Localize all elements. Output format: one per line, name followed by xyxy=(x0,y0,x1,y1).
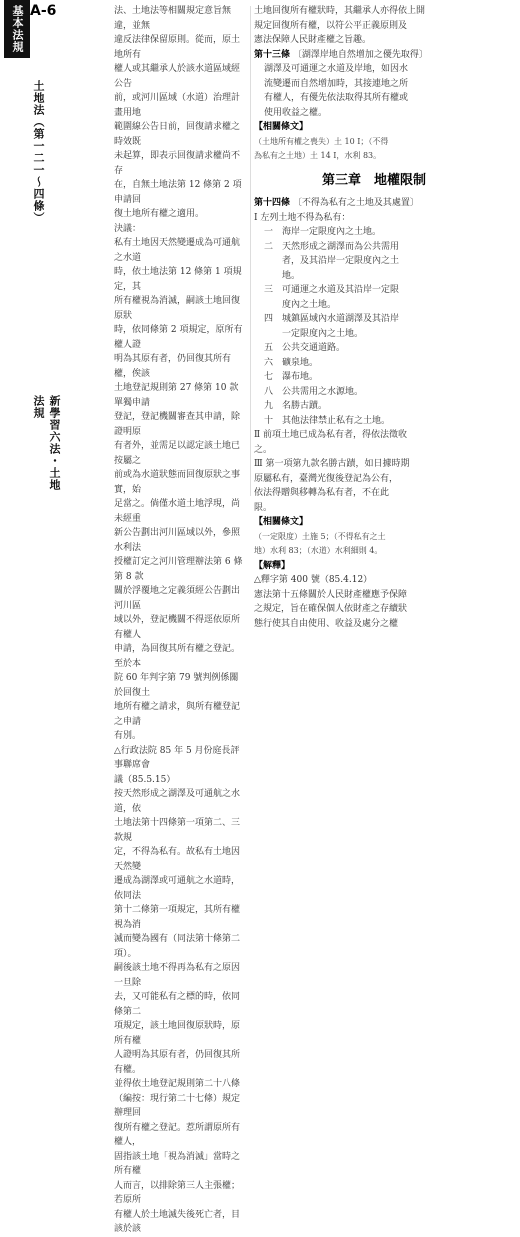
text-line: 定，不得為私有。故私有土地因天然變 xyxy=(114,847,241,872)
text-line: △行政法院 85 年 5 月份庭長評事聯席會 xyxy=(114,745,240,770)
text-line: 人證明為其原有者，仍回復其所有權。 xyxy=(114,1050,241,1075)
text-line: 地所有權之請求，與所有權登記之申請 xyxy=(114,702,241,727)
text-line: 土地法第十四條第一項第二、三款規 xyxy=(114,818,241,843)
text-line: 所有權視為消滅，嗣該土地回復原狀 xyxy=(114,296,241,321)
article-14-number: 第十四條 xyxy=(254,198,291,208)
explanation-line: 態行使其自由使用、收益及處分之權 xyxy=(254,618,399,629)
text-line: 權人或其繼承人於該水道區域經公告 xyxy=(114,64,241,89)
page-code: A-6 xyxy=(30,3,57,19)
text-line: 明為其原有者，仍回復其所有權，俟該 xyxy=(114,354,232,379)
article-item: 九 名勝古蹟。 xyxy=(264,401,328,411)
article-14-para3 xyxy=(254,457,494,515)
text-line: 在，自無土地法第 12 條第 2 項申請回 xyxy=(114,180,242,205)
article-line: 有權人，有優先依法取得其所有權或 xyxy=(264,93,409,103)
text-line: 遷成為湖澤或可通航之水道時，依同法 xyxy=(114,876,241,901)
article-item: 八 公共需用之水源地。 xyxy=(264,386,364,397)
section-tab[interactable]: 基本法規 xyxy=(4,0,30,58)
article-13-number: 第十三條 xyxy=(254,49,291,60)
text-line: 項規定，該土地回復原狀時，原所有權 xyxy=(114,1021,241,1046)
article-14-title: 〔不得為私有之土地及其處置〕 xyxy=(292,198,419,208)
text-line: 新公告劃出河川區域以外，參照水利法 xyxy=(114,528,241,553)
article-13-title: 〔湖澤岸地自然增加之優先取得〕 xyxy=(292,49,428,60)
article-item: 二 天然形成之湖澤而為公共需用 xyxy=(264,241,400,252)
text-line: 前或為水道狀態而回復原狀之事實，始 xyxy=(114,470,241,495)
text-line: 土地登記規則第 27 條第 10 款單獨申請 xyxy=(114,383,239,408)
related-reg-line: （土地所有權之喪失）土 10 Ⅰ；（不得 xyxy=(254,136,389,146)
article-item: 度內之土地。 xyxy=(264,299,337,310)
text-line: 滅而變為國有（同法第十條第二項）。 xyxy=(114,934,241,959)
article-item: 地。 xyxy=(264,270,301,281)
explanation-line: △釋字第 400 號（85.4.12） xyxy=(254,575,373,585)
article-line: 湖澤及可通運之水道及岸地，如因水 xyxy=(264,64,409,74)
article-13-body xyxy=(254,62,494,120)
text-line: 範圍線公告日前，回復請求權之時效既 xyxy=(114,122,241,147)
article-line: 之。 xyxy=(254,444,273,455)
text-line: 法、土地法等相關規定意旨無違，並無 xyxy=(114,6,232,31)
text-line: 時，依土地法第 12 條第 1 項規定，其 xyxy=(114,267,242,292)
text-line: 人而言，以排除第三人主張權；若原所 xyxy=(114,1180,241,1205)
text-line: 復土地所有權之適用。 xyxy=(114,209,205,219)
explanation-label: 【解釋】 xyxy=(254,560,291,571)
text-line: 規定回復所有權，以符公平正義原則及 xyxy=(254,20,408,31)
related-reg-line: 地）水利 83；（水道）水利細則 4。 xyxy=(254,546,383,555)
related-regs-13-label: 【相關條文】 xyxy=(254,122,309,132)
text-line: 未起算，即表示回復請求權尚不存 xyxy=(114,151,241,176)
text-line: 域以外，登記機關不得逕依原所有權人 xyxy=(114,615,241,640)
article-item: 五 公共交通道路。 xyxy=(264,343,346,353)
related-regs-14-label: 【相關條文】 xyxy=(254,517,309,527)
text-line: 並得依土地登記規則第二十八條 xyxy=(114,1079,241,1089)
article-14-intro: Ⅰ 左列土地不得為私有： xyxy=(254,212,351,223)
text-line: 私有土地因天然變遷成為可通航之水道 xyxy=(114,238,241,263)
article-item: 者，及其沿岸一定限度內之土 xyxy=(264,256,400,266)
intro-lines xyxy=(254,4,494,48)
text-line: 去，又可能私有之標的時，依同條第二 xyxy=(114,992,241,1017)
article-item: 三 可通運之水道及其沿岸一定限 xyxy=(264,285,400,295)
book-running-title: 新學習六法・土地法規 xyxy=(32,395,61,491)
article-line: Ⅱ 前項土地已成為私有者，得依法徵收 xyxy=(254,430,407,440)
text-line: 登記，登記機關審查其申請，除證明原 xyxy=(114,412,241,437)
article-item: 七 瀑布地。 xyxy=(264,372,319,382)
text-line: 有別。 xyxy=(114,731,142,741)
text-line: 按天然形成之湖澤及可通航之水道，依 xyxy=(114,789,241,814)
related-reg-line: （一定限度）土施 5；（不得私有之土 xyxy=(254,531,386,541)
related-reg-line: 為私有之土地）土 14 Ⅰ，水利 83。 xyxy=(254,151,382,160)
article-line: 依法得贈與移轉為私有者，不在此 xyxy=(254,488,390,498)
text-line: （編按：現行第二十七條）規定辦理回 xyxy=(114,1093,241,1118)
explanation-line: 憲法第十五條關於人民財產權應予保障 xyxy=(254,589,408,600)
law-running-header: 土地法（第一二一～四條） xyxy=(32,80,45,224)
text-line: 院 60 年判字第 79 號判例係關於回復土 xyxy=(114,673,239,698)
sidebar xyxy=(0,0,82,500)
article-item: 十 其他法律禁止私有之土地。 xyxy=(264,415,391,426)
article-line: Ⅲ 第一項第九款名勝古蹟，如日據時期 xyxy=(254,459,410,469)
article-item: 四 城鎮區域內水道湖澤及其沿岸 xyxy=(264,314,400,324)
text-line: 土地回復所有權狀時，其繼承人亦得依上開 xyxy=(254,6,426,16)
text-line: 違反法律保留原則。從而，原土地所有 xyxy=(114,35,241,60)
article-line: 原屬私有，臺灣光復後登記為公有， xyxy=(254,473,399,484)
text-line: 固指該土地「視為消滅」當時之所有權 xyxy=(114,1151,241,1176)
text-line: 決議： xyxy=(114,223,142,234)
chapter-title: 第三章 地權限制 xyxy=(321,172,426,188)
article-14-para2 xyxy=(254,428,494,457)
article-line: 限。 xyxy=(254,502,273,513)
explanations xyxy=(254,573,494,631)
article-item: 六 礦泉地。 xyxy=(264,357,319,368)
text-line: 憲法保障人民財產權之旨趣。 xyxy=(254,35,372,45)
text-line: 復所有權之登記。惹所謂原所有權人， xyxy=(114,1122,241,1147)
column-divider xyxy=(250,6,251,496)
article-line: 使用收益之權。 xyxy=(264,107,328,118)
text-line: 有者外，並需足以認定該土地已按屬之 xyxy=(114,441,241,466)
explanation-line: 之規定，旨在確保個人依財產之存續狀 xyxy=(254,604,408,614)
text-line: 足當之。倘僅水道土地浮現，尚未經重 xyxy=(114,499,241,524)
article-14-heading xyxy=(254,196,494,211)
article-item: 一定限度內之土地。 xyxy=(264,328,364,339)
right-column xyxy=(254,4,494,631)
text-line: 第十二條第一項規定，其所有權視為消 xyxy=(114,905,241,930)
text-line: 前，或河川區域（水道）治理計畫用地 xyxy=(114,93,241,118)
text-line: 有權人於土地滅失後死亡者，目該於該 xyxy=(114,1209,241,1234)
related-regs-14 xyxy=(254,530,494,559)
text-line: 授權訂定之河川管理辦法第 6 條第 8 款 xyxy=(114,557,243,582)
text-line: 時，依同條第 2 項規定，原所有權人證 xyxy=(114,325,243,350)
left-column xyxy=(114,4,246,1237)
text-line: 關於浮覆地之定義須經公告劃出河川區 xyxy=(114,586,241,611)
article-13-heading xyxy=(254,48,494,63)
related-regs-13 xyxy=(254,135,494,164)
text-line: 申請，為回復其所有權之登記。至於本 xyxy=(114,644,241,669)
article-14-items xyxy=(254,225,494,428)
text-line: 嗣後該土地不得再為私有之原因一旦除 xyxy=(114,963,241,988)
article-line: 流變遷而自然增加時，其接連地之所 xyxy=(264,78,409,89)
article-item: 一 海岸一定限度內之土地。 xyxy=(264,227,382,237)
text-line: 議（85.5.15） xyxy=(114,774,176,785)
